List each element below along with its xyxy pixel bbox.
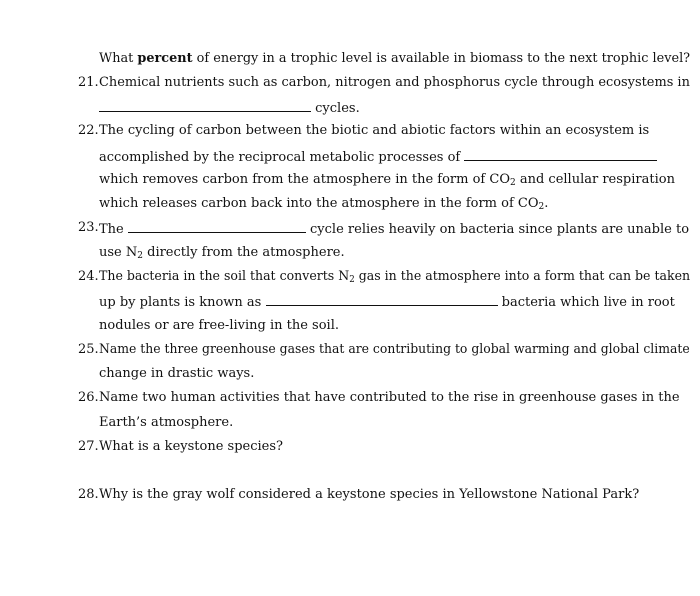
question-27-line1: What is a keystone species? [99,439,283,454]
answer-blank[interactable] [128,220,306,233]
question-number: 25. [78,342,99,357]
question-number: 23. [78,220,99,235]
question-21-text: Chemical nutrients such as carbon, nitrogen and phosphorus cycle through ecosystems in [99,75,690,90]
intro-text-bold: percent [137,51,193,66]
intro-text-post: of energy in a trophic level is available in biomass to the next trophic level? [192,51,691,66]
question-22-line3-pre: which removes carbon from the atmosphere in the form of CO [99,172,510,187]
subscript: 2 [137,251,143,261]
question-22-line4 [99,196,548,212]
intro-text-pre: What [99,51,138,66]
question-number: 27. [78,439,99,454]
question-number: 24. [78,269,99,284]
question-28-line1: Why is the gray wolf considered a keystone species in Yellowstone National Park? [99,487,640,502]
question-23-suffix: cycle relies heavily on bacteria since plants are unable to [310,222,690,237]
answer-blank[interactable] [266,293,498,306]
question-21-line2 [99,99,360,117]
question-24-line3: nodules or are free-living in the soil. [99,318,339,333]
answer-blank[interactable] [99,99,311,112]
question-number: 21. [78,75,99,90]
subscript: 2 [509,178,516,188]
question-23-prefix: The [99,222,124,237]
question-23-line2-pre: use N [99,245,138,260]
subscript: 2 [349,275,355,285]
question-24-line2 [99,293,675,311]
question-22-line4-post: . [544,196,549,211]
answer-blank[interactable] [464,148,657,161]
question-23-line1 [99,220,689,238]
question-22-prefix: accomplished by the reciprocal metabolic processes of [99,150,461,165]
question-22-line2 [99,148,657,166]
question-22-line3 [99,172,675,188]
question-25-line1: Name the three greenhouse gases that are contributing to global warming and global climate [99,342,690,357]
question-24-line1 [99,269,690,285]
question-24-line1-post: gas in the atmosphere into a form that can be taken [354,269,691,284]
question-number: 22. [78,123,99,138]
question-22-line4-pre: which releases carbon back into the atmosphere in the form of CO [99,196,539,211]
question-22-line3-post: and cellular respiration [515,172,675,187]
question-23-line2-post: directly from the atmosphere. [142,245,345,260]
intro-question [99,51,690,67]
question-22-text: The cycling of carbon between the biotic and abiotic factors within an ecosystem is [99,123,650,138]
question-21-suffix: cycles. [315,101,360,116]
question-24-prefix: up by plants is known as [99,295,262,310]
question-24-line1-pre: The bacteria in the soil that converts N [99,269,350,284]
subscript: 2 [538,202,545,212]
question-24-suffix: bacteria which live in root [501,295,675,310]
question-23-line2 [99,245,345,261]
question-number: 28. [78,487,99,502]
question-25-line2: change in drastic ways. [99,366,255,381]
question-number: 26. [78,390,99,405]
question-26-line2: Earth’s atmosphere. [99,415,234,430]
question-26-line1: Name two human activities that have contributed to the rise in greenhouse gases in the [99,390,680,405]
